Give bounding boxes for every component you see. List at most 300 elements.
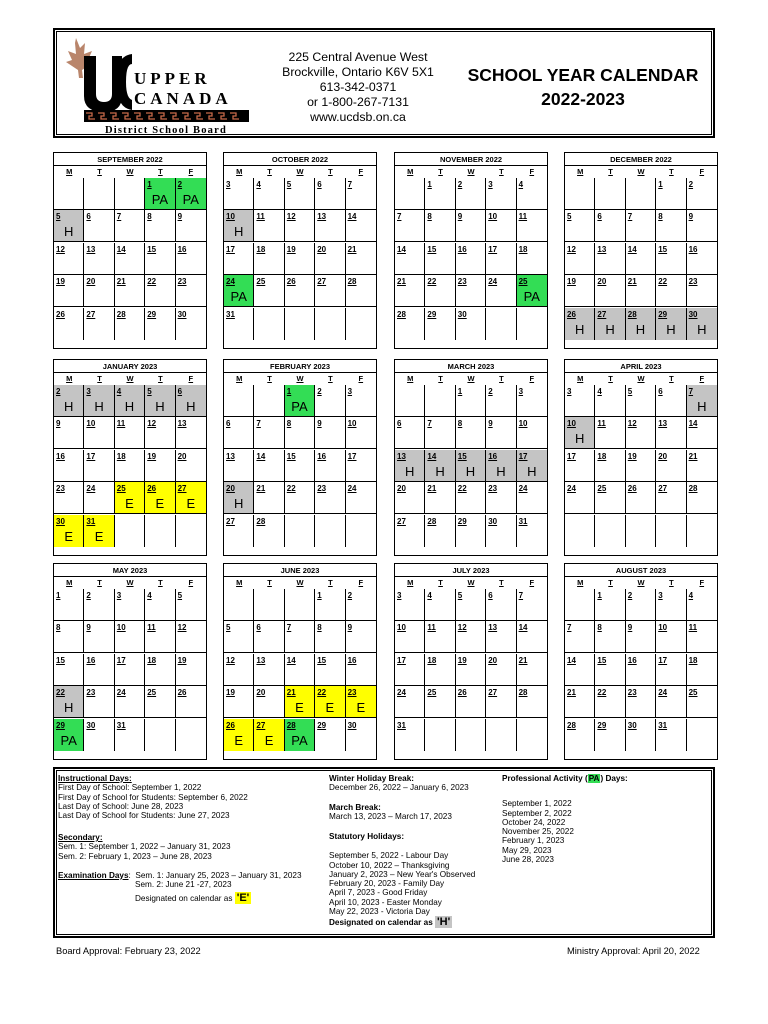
calendar-day-cell [84,515,114,547]
day-code-pa: PA [291,399,308,414]
day-number: 24 [658,688,668,698]
calendar-day-cell [224,210,254,242]
day-number: 27 [317,277,327,287]
day-number: 20 [317,244,327,254]
calendar-day-cell [425,243,455,275]
calendar-day-cell [224,719,254,751]
calendar-day-cell [84,385,114,417]
calendar-day-cell [346,210,376,242]
calendar-day-cell [565,243,595,275]
day-number: 5 [147,387,152,396]
calendar-day-cell [346,243,376,275]
day-number: 17 [397,655,406,665]
day-number: 3 [86,387,91,396]
weekday-header: T [438,374,443,383]
legend-pa-line: May 29, 2023 [502,845,552,855]
calendar-day-cell [346,385,376,417]
legend-statutory-line: October 10, 2022 – Thanksgiving [329,860,450,870]
day-number: 14 [427,451,437,461]
day-code-pa: PA [291,732,308,748]
day-number: 1 [56,591,61,600]
calendar-day-cell [565,275,595,307]
day-number: 5 [457,591,463,600]
day-number: 18 [518,244,528,254]
month-0 [53,152,207,349]
month-9 [223,563,377,760]
day-number: 3 [518,387,524,396]
day-number: 19 [226,688,235,698]
legend-instructional-line: First Day of School: September 1, 2022 [58,783,202,793]
weekday-header: W [467,167,475,176]
day-number: 6 [658,387,663,396]
day-number: 5 [56,212,61,222]
calendar-day-cell [54,686,84,718]
day-number: 12 [627,419,637,429]
legend-statutory-line: February 20, 2023 - Family Day [329,879,445,889]
calendar-day-cell [456,654,486,686]
day-number: 24 [86,484,96,494]
calendar-empty-cell [145,515,175,547]
weekday-header: F [529,578,535,587]
day-number: 7 [627,212,633,222]
calendar-day-cell [84,719,114,751]
calendar-empty-cell [456,719,486,751]
calendar-day-cell [456,308,486,340]
day-number: 26 [177,688,187,698]
weekday-header: M [577,167,584,176]
calendar-day-cell [395,515,425,547]
day-number: 4 [597,387,602,396]
calendar-day-cell [517,589,547,621]
weekday-header: F [358,374,364,383]
calendar-day-cell [626,417,656,449]
calendar-day-cell [425,308,455,340]
weekday-header: T [158,167,163,176]
calendar-day-cell [145,589,175,621]
day-number: 14 [347,212,357,222]
uc-monogram [84,54,132,112]
day-number: 22 [597,688,607,698]
legend-pa-line: September 1, 2022 [502,799,572,809]
legend-instructional-heading: Instructional Days: [58,774,132,783]
board-address [258,50,458,125]
weekday-header: M [407,374,414,383]
calendar-empty-cell [115,178,145,210]
day-number: 12 [286,212,296,222]
legend-pa-heading-pre: Professional Activity ( [502,774,588,783]
day-number: 22 [427,277,437,287]
weekday-header: W [296,578,304,587]
day-number: 21 [397,277,406,287]
day-number: 13 [397,451,406,461]
day-number: 4 [688,591,694,600]
day-code-e: E [64,528,74,544]
calendar-day-cell [84,686,114,718]
day-number: 4 [147,591,152,600]
calendar-day-cell [54,210,84,242]
calendar-day-cell [315,621,345,653]
day-number: 27 [256,720,266,730]
calendar-empty-cell [346,308,376,340]
calendar-day-cell [565,654,595,686]
calendar-day-cell [346,621,376,653]
calendar-day-cell [656,275,686,307]
day-number: 6 [317,180,322,189]
day-number: 31 [518,516,528,526]
day-code-pa: PA [523,289,540,305]
weekday-header: M [66,578,73,587]
day-number: 14 [518,623,528,633]
day-number: 16 [317,451,327,461]
day-number: 28 [627,309,637,319]
day-number: 23 [347,688,357,698]
legend-statutory-line: May 22, 2023 - Victoria Day [329,907,430,917]
day-number: 2 [347,591,353,600]
day-number: 24 [488,277,498,287]
legend-pa-line: October 24, 2022 [502,817,566,827]
day-number: 22 [56,688,65,698]
calendar-day-cell [145,654,175,686]
day-number: 17 [347,451,357,461]
calendar-empty-cell [687,719,717,751]
day-number: 29 [56,720,65,730]
day-code-h: H [64,399,74,414]
weekday-header: F [699,374,705,383]
calendar-day-cell [224,654,254,686]
calendar-day-cell [285,243,315,275]
day-number: 28 [427,516,437,526]
calendar-day-cell [656,719,686,751]
calendar-day-cell [254,482,284,514]
calendar-day-cell [224,243,254,275]
calendar-day-cell [285,178,315,210]
weekday-header: M [66,374,73,383]
day-number: 26 [567,309,576,319]
day-number: 16 [688,244,698,254]
day-number: 2 [627,591,633,600]
weekday-header: T [328,578,333,587]
calendar-day-cell [395,450,425,482]
weekday-header: T [438,167,443,176]
legend-instructional-line: First Day of School for Students: September 6, 2022 [58,792,248,802]
day-number: 17 [567,451,576,461]
day-number: 7 [518,591,524,600]
day-number: 30 [688,309,698,319]
day-number: 3 [116,591,122,600]
month-10 [394,563,548,760]
weekday-header: W [637,578,645,587]
day-number: 2 [317,387,322,396]
day-number: 28 [116,309,126,319]
month-title: APRIL 2023 [565,360,717,373]
calendar-day-cell [54,385,84,417]
calendar-day-cell [486,385,516,417]
calendar-day-cell [395,482,425,514]
weekday-header: T [97,167,102,176]
calendar-day-cell [517,210,547,242]
address-tollfree: or 1-800-267-7131 [307,95,409,109]
ministry-approval: Ministry Approval: April 20, 2022 [567,946,700,956]
day-number: 2 [488,387,493,396]
calendar-day-cell [176,210,206,242]
day-number: 21 [627,277,637,287]
calendar-day-cell [626,686,656,718]
weekday-header: T [669,578,674,587]
calendar-day-cell [395,275,425,307]
day-number: 11 [147,623,156,633]
calendar-day-cell [54,719,84,751]
calendar-day-cell [346,275,376,307]
day-number: 21 [286,688,296,698]
weekday-header: M [407,167,414,176]
day-code-h: H [635,321,646,337]
calendar-day-cell [456,589,486,621]
calendar-day-cell [176,482,206,514]
calendar-day-cell [346,719,376,751]
calendar-empty-cell [224,385,254,417]
day-number: 16 [488,451,498,461]
calendar-day-cell [176,308,206,340]
day-code-h: H [527,463,537,479]
day-number: 27 [226,516,235,526]
calendar-day-cell [456,210,486,242]
weekday-header: F [358,578,364,587]
weekday-header: W [637,374,645,383]
legend-pa-line: June 28, 2023 [502,855,554,865]
legend-pa [502,774,628,864]
day-code-h: H [465,463,476,479]
calendar-day-cell [565,210,595,242]
calendar-day-cell [456,686,486,718]
weekday-header: T [328,167,333,176]
day-number: 21 [518,655,528,665]
day-number: 26 [457,688,467,698]
day-number: 30 [86,720,96,730]
legend-pa-code: PA [588,774,600,783]
day-number: 12 [56,244,65,254]
calendar-day-cell [486,210,516,242]
calendar-day-cell [315,385,345,417]
day-number: 20 [226,484,235,494]
weekday-header: M [66,167,73,176]
day-code-e: E [155,496,165,512]
month-11 [564,563,718,760]
calendar-day-cell [254,178,284,210]
calendar-day-cell [456,621,486,653]
day-number: 24 [397,688,406,698]
month-title: OCTOBER 2022 [224,153,376,166]
calendar-day-cell [517,654,547,686]
calendar-day-cell [84,210,114,242]
day-number: 20 [488,655,498,665]
day-number: 7 [688,387,694,396]
month-8 [53,563,207,760]
calendar-day-cell [456,178,486,210]
calendar-day-cell [395,243,425,275]
calendar-day-cell [565,719,595,751]
day-code-h: H [155,399,165,414]
day-number: 29 [317,720,327,730]
calendar-empty-cell [595,178,625,210]
weekday-header: T [267,374,272,383]
calendar-day-cell [595,621,625,653]
day-number: 9 [457,212,463,222]
day-number: 5 [627,387,633,396]
day-number: 23 [688,277,698,287]
day-number: 19 [177,655,187,665]
logo-line3: District School Board [104,125,228,136]
calendar-day-cell [595,275,625,307]
legend-exam-code: 'E' [236,891,250,904]
calendar-empty-cell [425,385,455,417]
day-number: 24 [518,484,528,494]
day-number: 18 [427,655,437,665]
day-number: 19 [56,277,65,287]
day-number: 13 [658,419,668,429]
calendar-day-cell [626,482,656,514]
month-3 [564,152,718,349]
day-number: 9 [317,419,322,429]
calendar-day-cell [115,719,145,751]
day-number: 11 [597,419,606,429]
calendar-day-cell [456,275,486,307]
calendar-day-cell [656,654,686,686]
day-number: 23 [627,688,637,698]
day-number: 31 [397,720,406,730]
calendar-day-cell [687,178,717,210]
calendar-day-cell [115,385,145,417]
weekday-header: T [608,167,613,176]
calendar-day-cell [285,686,315,718]
day-code-h: H [435,463,445,479]
month-6 [394,359,548,556]
day-number: 15 [317,655,327,665]
day-number: 28 [688,484,698,494]
month-title: JUNE 2023 [224,564,376,577]
calendar-day-cell [224,515,254,547]
day-number: 18 [256,244,266,254]
calendar-day-cell [315,654,345,686]
calendar-day-cell [54,482,84,514]
day-code-h: H [234,224,244,240]
day-number: 31 [226,309,235,319]
calendar-day-cell [456,482,486,514]
calendar-day-cell [395,417,425,449]
day-number: 11 [256,212,265,222]
day-code-h: H [405,463,415,479]
weekday-header: T [499,578,504,587]
calendar-day-cell [315,589,345,621]
weekday-header: F [188,578,194,587]
calendar-day-cell [315,686,345,718]
calendar-day-cell [395,589,425,621]
day-number: 19 [147,451,157,461]
address-city: Brockville, Ontario K6V 5X1 [282,65,434,79]
day-number: 6 [177,387,183,396]
weekday-header: M [577,578,584,587]
calendar-day-cell [254,719,284,751]
day-number: 14 [256,451,266,461]
month-title: SEPTEMBER 2022 [54,153,206,166]
day-number: 8 [286,419,292,429]
calendar-empty-cell [565,178,595,210]
day-code-e: E [234,732,244,748]
day-number: 21 [688,451,698,461]
day-code-h: H [575,431,585,447]
day-number: 2 [56,387,61,396]
calendar-day-cell [254,450,284,482]
legend-instructional [58,774,248,820]
legend-winter [329,774,469,793]
calendar-day-cell [315,719,345,751]
day-number: 9 [347,623,353,633]
day-number: 7 [397,212,402,222]
calendar-day-cell [145,275,175,307]
address-website[interactable]: www.ucdsb.on.ca [310,110,406,124]
day-number: 14 [688,419,698,429]
day-number: 27 [658,484,668,494]
day-number: 15 [457,451,467,461]
day-number: 18 [116,451,126,461]
calendar-day-cell [145,686,175,718]
day-code-h: H [697,399,707,414]
day-number: 4 [116,387,122,396]
calendar-day-cell [687,450,717,482]
calendar-empty-cell [254,385,284,417]
calendar-day-cell [254,515,284,547]
calendar-day-cell [346,654,376,686]
address-phone: 613-342-0371 [319,80,397,94]
calendar-day-cell [224,178,254,210]
calendar-empty-cell [395,385,425,417]
day-number: 28 [518,688,528,698]
calendar-day-cell [565,417,595,449]
day-number: 26 [56,309,65,319]
calendar-day-cell [656,385,686,417]
day-number: 22 [286,484,296,494]
calendar-day-cell [395,621,425,653]
day-number: 10 [518,419,528,429]
calendar-day-cell [565,621,595,653]
legend-winter-heading: Winter Holiday Break: [329,774,415,783]
day-number: 3 [658,591,663,600]
weekday-header: T [328,374,333,383]
day-number: 7 [256,419,261,429]
calendar-day-cell [254,621,284,653]
day-code-e: E [186,496,196,512]
calendar-day-cell [145,482,175,514]
day-number: 31 [86,516,96,526]
calendar-day-cell [346,178,376,210]
calendar-day-cell [84,417,114,449]
calendar-day-cell [224,621,254,653]
calendar-day-cell [656,417,686,449]
day-number: 20 [177,451,187,461]
calendar-day-cell [656,308,686,340]
day-number: 22 [147,277,157,287]
calendar-day-cell [395,308,425,340]
day-number: 18 [147,655,157,665]
calendar-day-cell [145,621,175,653]
calendar-day-cell [517,275,547,307]
calendar-day-cell [626,450,656,482]
day-number: 14 [116,244,126,254]
day-number: 30 [177,309,187,319]
day-number: 6 [397,419,402,429]
day-number: 11 [688,623,698,633]
day-number: 16 [347,655,357,665]
calendar-day-cell [315,450,345,482]
